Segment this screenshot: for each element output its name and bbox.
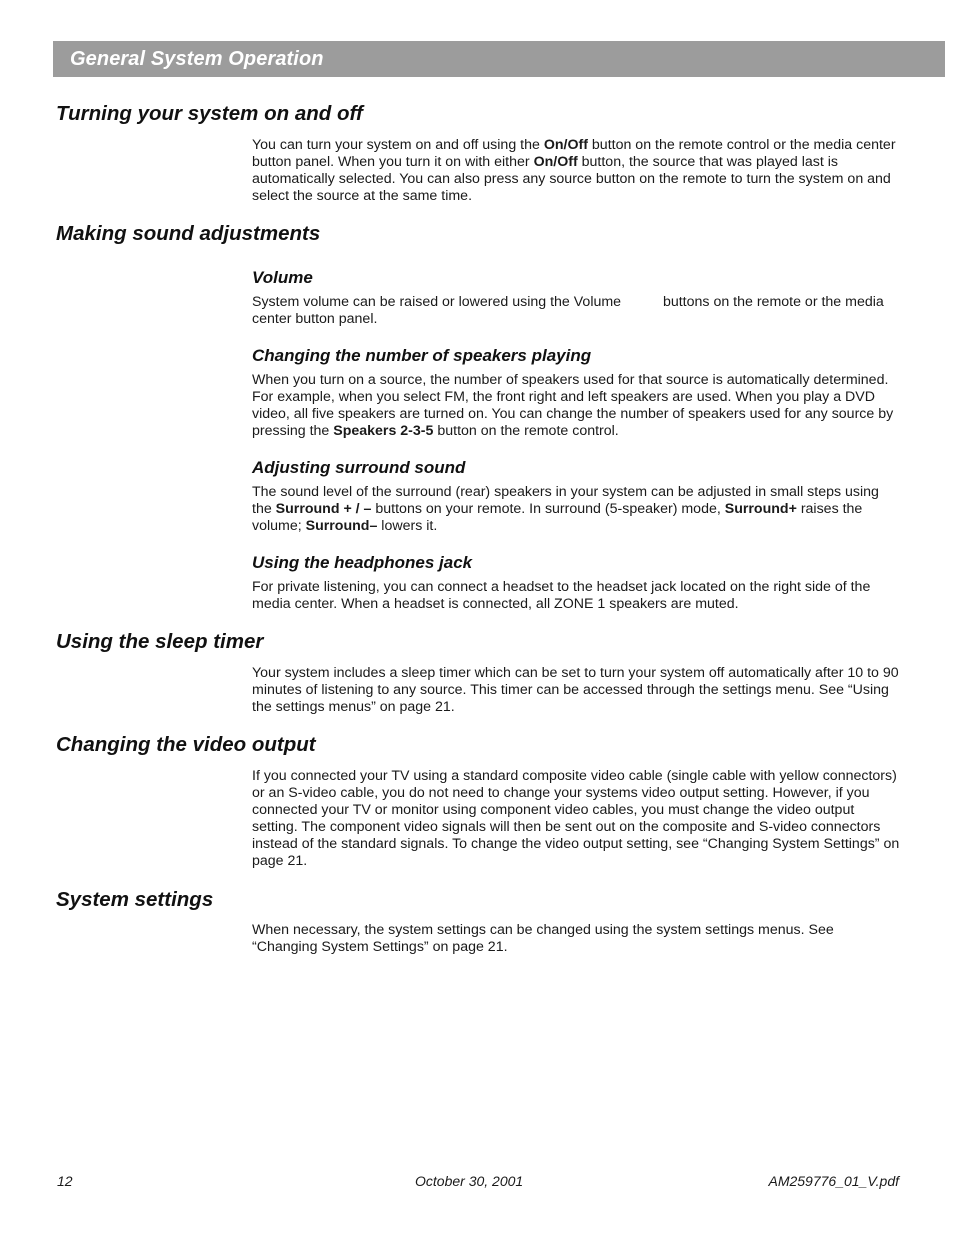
paragraph-headphones: For private listening, you can connect a headset to the headset jack located on the right side of the media center. When a headset is connected, all ZONE 1 speakers are muted. (252, 579, 871, 613)
heading-headphones: Using the headphones jack (252, 553, 473, 572)
heading-video: Changing the video output (56, 733, 316, 756)
section-banner (53, 41, 945, 77)
paragraph-video: If you connected your TV using a standard composite video cable (single cable with yellow connectors) or an S-video cable, you do not need to change your systems video output setting. However, if you connected your TV or monitor using component video cables, you must change the video output setting. The component video signals will then be sent out on the composite and S-video connectors instead of the standard signals. To change the video output setting, see “Changing System Settings” on page 21. (252, 768, 900, 870)
banner-title: General System Operation (70, 47, 324, 70)
heading-speakers: Changing the number of speakers playing (252, 346, 592, 365)
paragraph-speakers: When you turn on a source, the number of speakers used for that source is automatically determined. For example, when you select FM, the front right and left speakers are used. When you play a DVD video, all five speakers are turned on. You can change the number of speakers used for any source by pressing the Speakers 2-3-5 button on the remote control. (252, 372, 894, 440)
heading-volume: Volume (252, 268, 313, 287)
footer-page-number: 12 (57, 1173, 73, 1189)
heading-power: Turning your system on and off (56, 102, 363, 125)
heading-settings: System settings (56, 888, 214, 911)
heading-sound: Making sound adjustments (56, 222, 321, 245)
paragraph-sleep: Your system includes a sleep timer which can be set to turn your system off automatically after 10 to 90 minutes of listening to any source. This timer can be accessed through the settings menu. See “Using the settings menus” on page 21. (252, 665, 899, 716)
paragraph-power: You can turn your system on and off using the On/Off button on the remote control or the media center button panel. When you turn it on with either On/Off button, the source that was played last is automatically selected. You can also press any source button on the remote to turn the system on and select the source at the same time. (252, 137, 896, 205)
paragraph-surround: The sound level of the surround (rear) speakers in your system can be adjusted in small steps using the Surround + / – buttons on your remote. In surround (5-speaker) mode, Surround+ raises the volume; Surround– lowers it. (252, 484, 879, 535)
heading-sleep: Using the sleep timer (56, 630, 264, 653)
paragraph-settings: When necessary, the system settings can be changed using the system settings menus. See “Changing System Settings” on page 21. (252, 922, 834, 956)
heading-surround: Adjusting surround sound (252, 458, 466, 477)
footer-filename: AM259776_01_V.pdf (768, 1173, 899, 1189)
paragraph-volume: System volume can be raised or lowered using the Volume buttons on the remote or the media center button panel. (252, 294, 884, 328)
footer-date: October 30, 2001 (415, 1173, 524, 1189)
